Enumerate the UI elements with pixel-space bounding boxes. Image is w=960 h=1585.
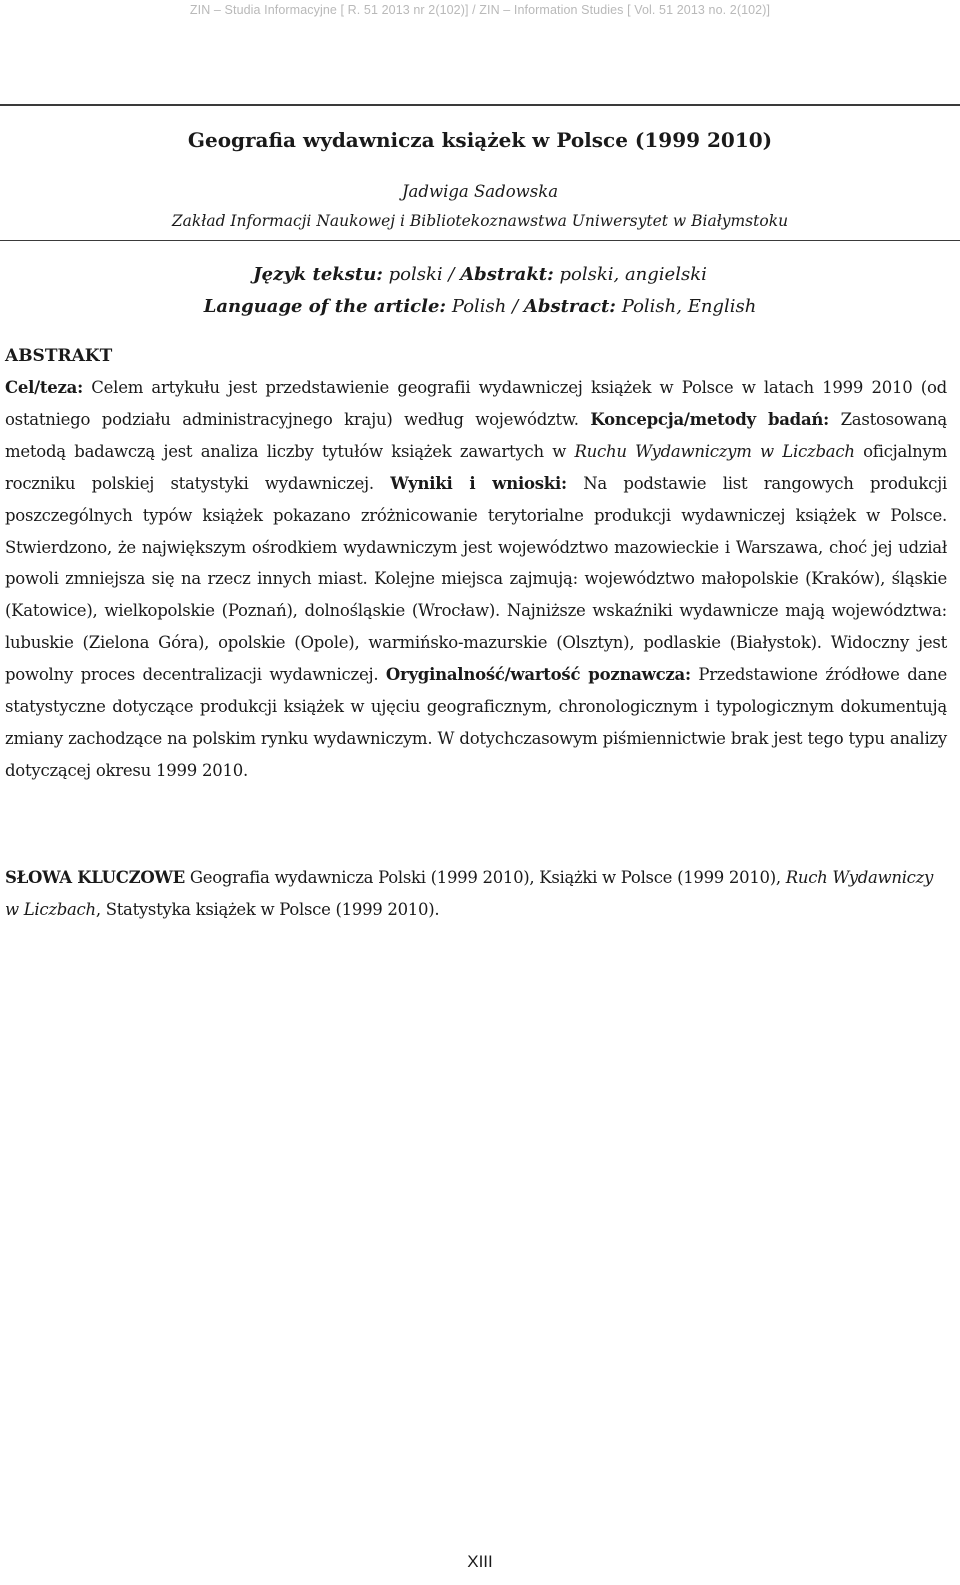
text-language-label: Language of the article: [203, 296, 447, 317]
language-info-english [0, 296, 960, 317]
aim-label: Cel/teza: [5, 378, 83, 397]
results-label: Wyniki i wnioski: [390, 473, 567, 493]
method-text: Zastosowaną metodą badawczą jest analiza liczby tytułów książek zawartych w [5, 409, 947, 461]
abstract-heading: ABSTRAKT [5, 346, 113, 366]
originality-text: Przedstawione źródłowe dane statystyczne dotyczące produkcji książek w ujęciu geograficznym, chronologicznym i typologicznym dokumentują zmiany zachodzące na polskim rynku wydawniczym. W dotychczasowym piśmiennictwie brak jest tego typu analizy dotyczącej okresu 1999 2010. [5, 665, 947, 780]
text-language-value: polski / [382, 264, 461, 285]
method-source-title: Ruchu Wydawniczym w Liczbach [574, 441, 855, 461]
originality-label: Oryginalność/wartość poznawcza: [385, 665, 691, 685]
header-divider [0, 240, 960, 241]
keywords-text: Geografia wydawnicza Polski (1999 2010), Książki w Polsce (1999 2010), [184, 868, 786, 887]
abstract-language-label: Abstract: [523, 296, 616, 317]
method-label: Koncepcja/metody badań: [590, 409, 829, 429]
keywords-italic-title: Ruch Wydawniczy w Liczbach [5, 868, 934, 919]
author-name: Jadwiga Sadowska [401, 182, 559, 201]
running-header: ZIN – Studia Informacyjne [ R. 51 2013 nr 2(102)] / ZIN – Information Studies [ Vol. 51 2013 no. 2(102)] [189, 3, 771, 17]
text-language-value: Polish / [446, 296, 524, 317]
language-info-polish [0, 264, 960, 285]
text-language-label: Język tekstu: [253, 264, 383, 285]
keywords-label: SŁOWA KLUCZOWE [5, 868, 185, 887]
results-text: Na podstawie list rangowych produkcji poszczególnych typów książek pokazano zróżnicowanie terytorialne produkcji wydawniczej książek w Polsce. Stwierdzono, że największym ośrodkiem wydawniczym jest województwo mazowieckie i Warszawa, choć jej udział powoli zmniejsza się na rzecz innych miast. Kolejne miejsca zajmują: województwo małopolskie (Kraków), śląskie (Katowice), wielkopolskie (Poznań), dolnośląskie (Wrocław). Najniższe wskaźniki wydawnicze mają województwa: lubuskie (Zielona Góra), opolskie (Opole), warmińsko-mazurskie (Olsztyn), podlaskie (Białystok). Widoczny jest powolny proces decentralizacji wydawniczej. [5, 473, 947, 685]
abstract-body [5, 372, 947, 787]
article-title: Geografia wydawnicza książek w Polsce (1999 2010) [187, 128, 773, 152]
abstract-language-value: Polish, English [615, 296, 757, 317]
abstract-language-value: polski, angielski [553, 264, 707, 285]
method-text-continued: oficjalnym roczniku polskiej statystyki wydawniczej. [5, 441, 947, 493]
abstract-language-label: Abstrakt: [460, 264, 554, 285]
author-affiliation: Zakład Informacji Naukowej i Bibliotekoznawstwa Uniwersytet w Białymstoku [171, 212, 789, 230]
top-divider [0, 104, 960, 106]
keywords-text-end: , Statystyka książek w Polsce (1999 2010). [95, 900, 440, 919]
page-number: XIII [467, 1552, 493, 1571]
keywords [5, 862, 950, 926]
aim-text: Celem artykułu jest przedstawienie geografii wydawniczej książek w Polsce w latach 1999 2010 (od ostatniego podziału administracyjnego kraju) według województw. [5, 378, 947, 429]
